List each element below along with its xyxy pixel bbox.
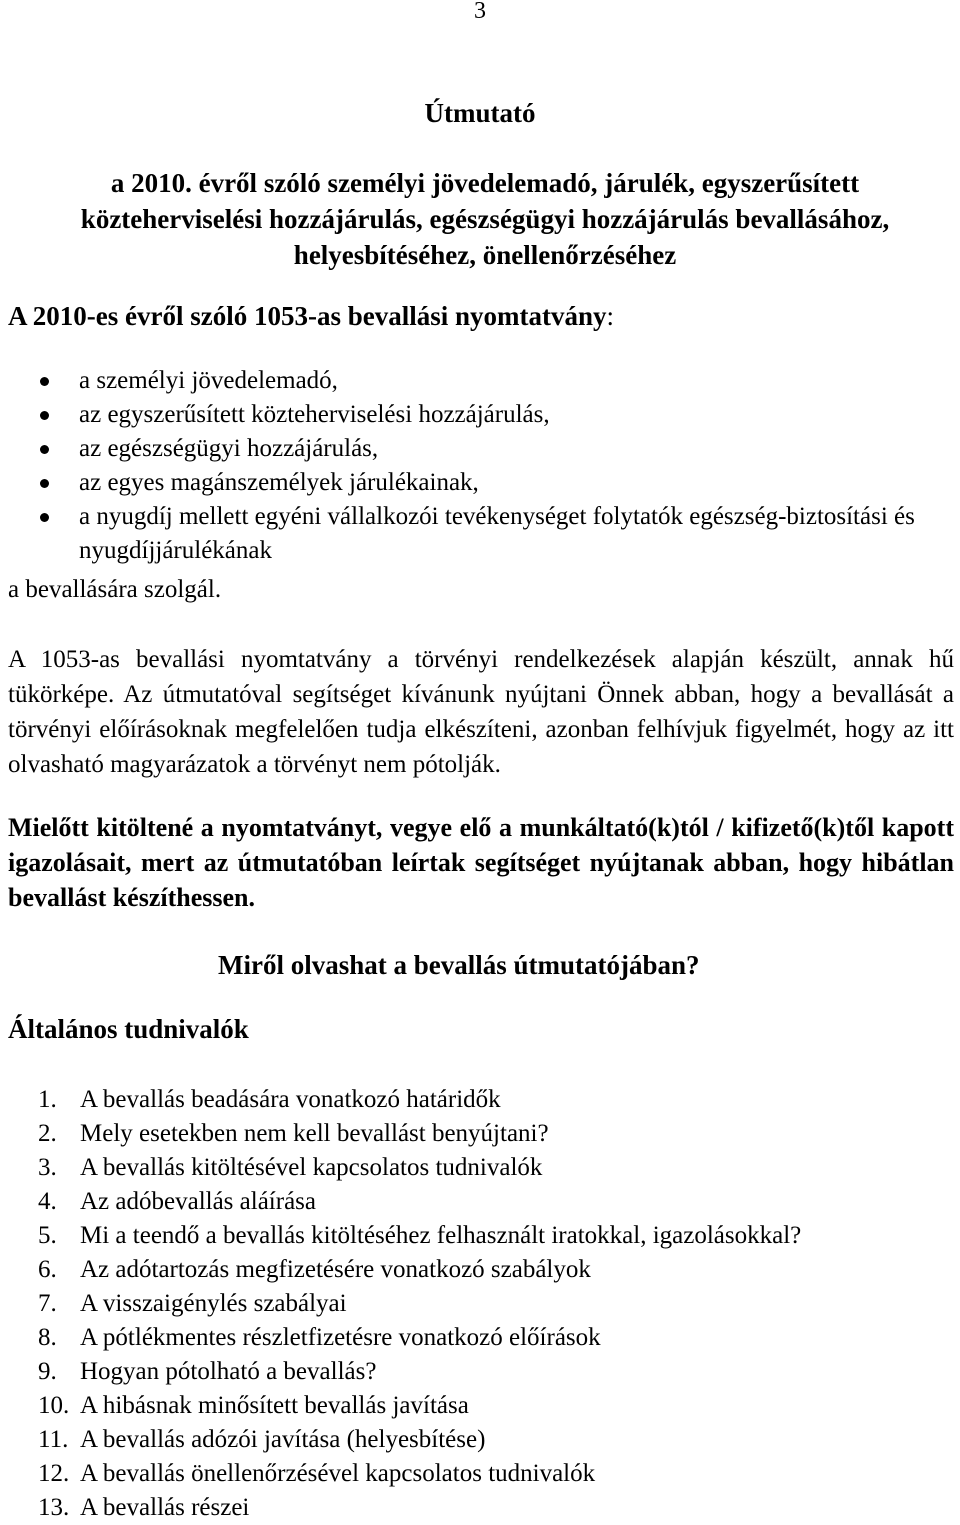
bullet-icon (40, 479, 49, 488)
contents-item (38, 1219, 801, 1253)
bullet-list (40, 364, 930, 568)
bullet-item (40, 398, 930, 432)
contents-item-number: 12. (38, 1460, 70, 1487)
contents-item (38, 1151, 801, 1185)
contents-item-text: Az adóbevallás aláírása (80, 1188, 316, 1215)
bullet-item (40, 466, 930, 500)
notice-paragraph: Mielőtt kitöltené a nyomtatványt, vegye elő a munkáltató(k)tól / kifizető(k)től kapott igazolásait, mert az útmutatóban leírtak segítséget nyújtanak abban, hogy hibátlan bevallást készíthessen. (8, 813, 954, 912)
contents-item (38, 1117, 801, 1151)
form-intro-bold: A 2010-es évről szóló 1053-as bevallási nyomtatvány (8, 301, 607, 331)
intro-paragraph: A 1053-as bevallási nyomtatvány a törvényi rendelkezések alapján készült, annak hű tükörképe. Az útmutatóval segítséget kívánunk nyújtani Önnek abban, hogy a bevallását a törvényi előírásoknak megfelelően tudja elkészíteni, azonban felhívjuk figyelmét, hogy az itt olvasható magyarázatok a törvényt nem pótolják. (8, 646, 954, 778)
bullet-item (40, 432, 930, 466)
contents-item-number: 4. (38, 1188, 57, 1215)
bullet-text: az egyszerűsített közteherviselési hozzájárulás, (79, 401, 550, 428)
contents-item (38, 1185, 801, 1219)
page-number: 3 (474, 0, 486, 24)
contents-item (38, 1253, 801, 1287)
bullet-text: a személyi jövedelemadó, (79, 367, 338, 394)
contents-item-text: Mi a teendő a bevallás kitöltéséhez felhasznált iratokkal, igazolásokkal? (80, 1222, 802, 1249)
bullet-item (40, 500, 930, 568)
contents-item (38, 1389, 801, 1423)
contents-item-number: 9. (38, 1358, 57, 1385)
contents-item-text: A bevallás önellenőrzésével kapcsolatos tudnivalók (80, 1460, 596, 1487)
bullet-icon (40, 513, 49, 522)
bullet-text: az egészségügyi hozzájárulás, (79, 435, 379, 462)
contents-item (38, 1321, 801, 1355)
contents-item (38, 1355, 801, 1389)
contents-item-number: 13. (38, 1494, 70, 1521)
serves-line: a bevallására szolgál. (8, 576, 222, 603)
page-title: Útmutató (424, 98, 536, 128)
contents-item-number: 8. (38, 1324, 57, 1351)
form-intro (8, 301, 614, 332)
contents-item-number: 2. (38, 1120, 57, 1147)
contents-item (38, 1423, 801, 1457)
contents-item-text: A bevallás részei (80, 1494, 250, 1521)
contents-item-text: Mely esetekben nem kell bevallást benyújtani? (80, 1120, 549, 1147)
contents-item-number: 3. (38, 1154, 57, 1181)
contents-item (38, 1083, 801, 1117)
section-heading: Általános tudnivalók (8, 1014, 249, 1044)
bullet-text: a nyugdíj mellett egyéni vállalkozói tevékenységet folytatók egészség-biztosítási és nyugdíjjárulékának (79, 503, 915, 564)
contents-item-text: A bevallás beadására vonatkozó határidők (80, 1086, 501, 1113)
contents-item-text: Az adótartozás megfizetésére vonatkozó szabályok (80, 1256, 591, 1283)
contents-item-number: 1. (38, 1086, 57, 1113)
contents-item-text: A hibásnak minősített bevallás javítása (80, 1392, 469, 1419)
bullet-text: az egyes magánszemélyek járulékainak, (79, 469, 479, 496)
contents-item (38, 1457, 801, 1491)
bullet-icon (40, 377, 49, 386)
contents-item (38, 1491, 801, 1525)
contents-item-text: A bevallás adózói javítása (helyesbítése) (80, 1426, 486, 1453)
contents-item-number: 10. (38, 1392, 70, 1419)
contents-item-text: Hogyan pótolható a bevallás? (80, 1358, 377, 1385)
contents-list (38, 1083, 801, 1525)
contents-item-text: A visszaigénylés szabályai (80, 1290, 347, 1317)
bullet-item (40, 364, 930, 398)
page-subtitle: a 2010. évről szóló személyi jövedelemadó, járulék, egyszerűsített közteherviselési hozzájárulás, egészségügyi hozzájárulás bevallásához, helyesbítéséhez, önellenőrzéséhez (80, 168, 890, 270)
contents-item (38, 1287, 801, 1321)
contents-item-number: 7. (38, 1290, 57, 1317)
form-intro-suffix: : (606, 301, 614, 331)
contents-item-text: A bevallás kitöltésével kapcsolatos tudnivalók (80, 1154, 543, 1181)
contents-item-number: 11. (38, 1426, 69, 1453)
contents-item-number: 5. (38, 1222, 57, 1249)
contents-item-number: 6. (38, 1256, 57, 1283)
bullet-icon (40, 411, 49, 420)
bullet-icon (40, 445, 49, 454)
contents-item-text: A pótlékmentes részletfizetésre vonatkozó előírások (80, 1324, 601, 1351)
contents-heading: Miről olvashat a bevallás útmutatójában? (218, 950, 700, 980)
